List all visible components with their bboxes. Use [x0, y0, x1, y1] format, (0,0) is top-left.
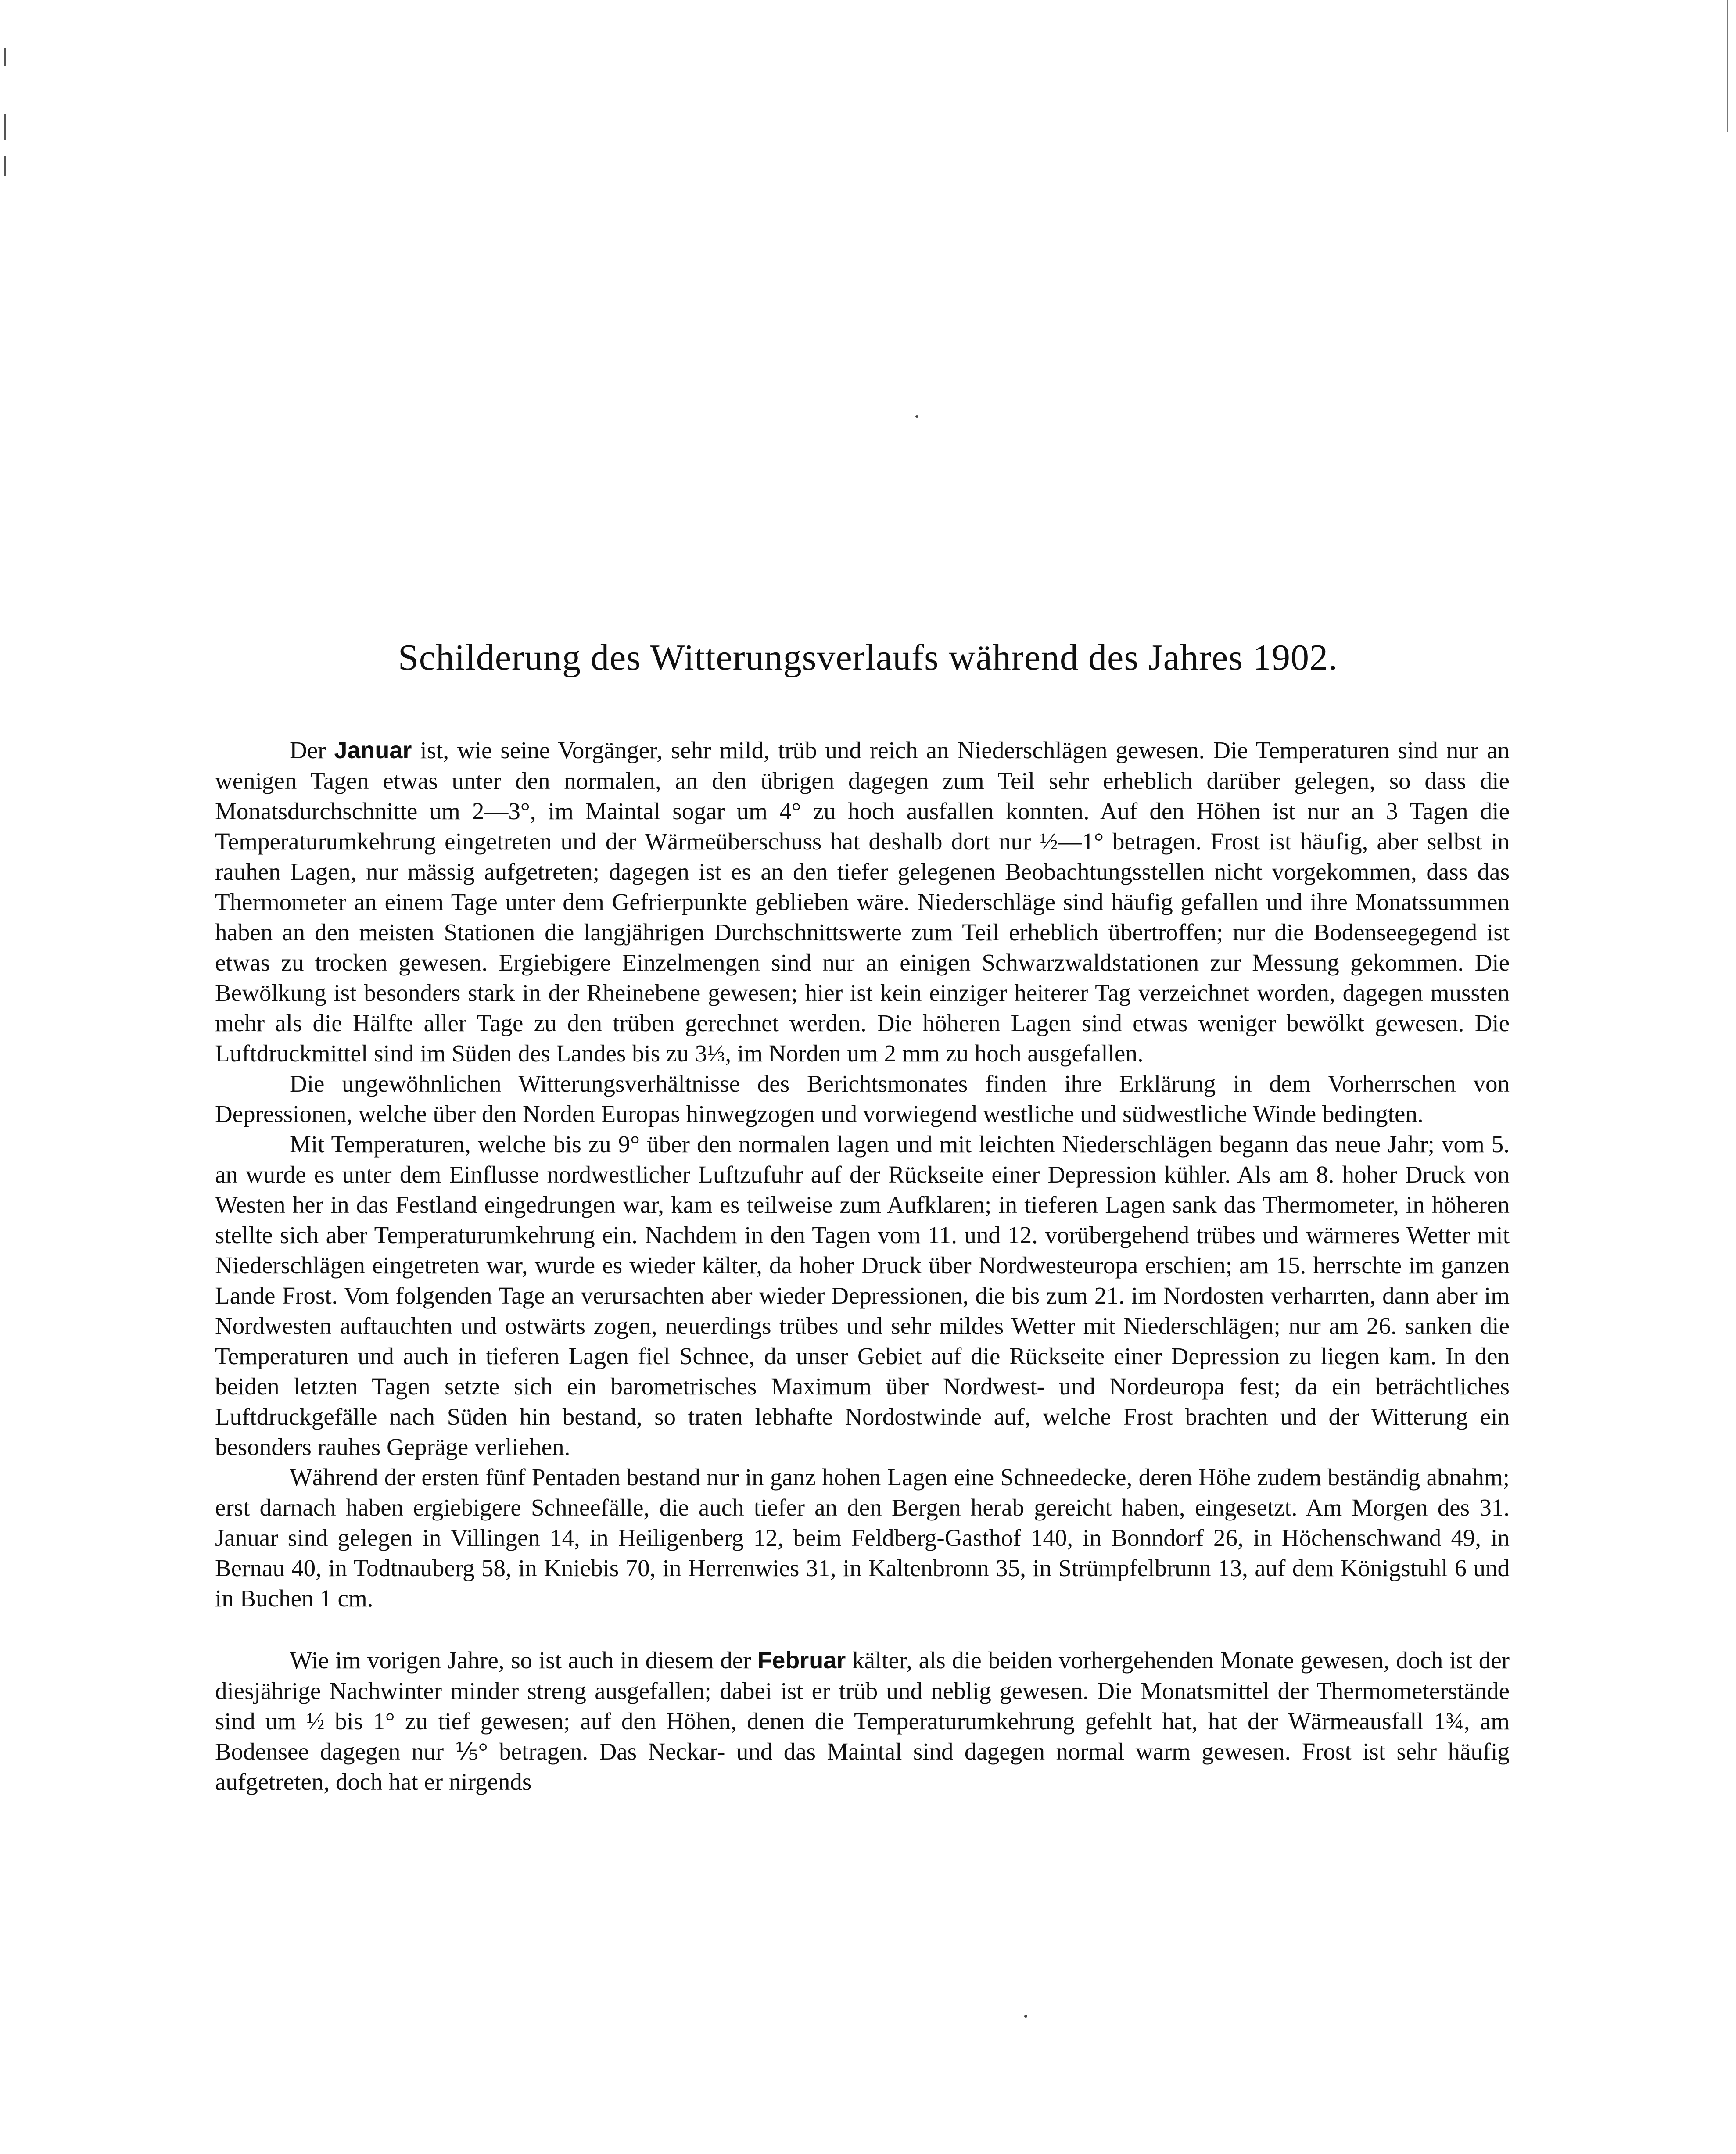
paragraph-text: Während der ersten fünf Pentaden bestand nur in ganz hohen Lagen eine Schneedecke, deren Höhe zudem beständig abnahm; erst darnach haben ergiebigere Schneefälle, die auch tiefer an den Bergen herab gereicht haben, eingesetzt. Am Morgen des 31. Januar sind gelegen in Villingen 14, in Heiligenberg 12, beim Feldberg-Gasthof 140, in Bonndorf 26, in Höchenschwand 49, in Bernau 40, in Todtnauberg 58, in Kniebis 70, in Herrenwies 31, in Kaltenbronn 35, in Strümpfelbrunn 13, auf dem Königstuhl 6 und in Buchen 1 cm. — [215, 1464, 1510, 1612]
paragraph-februar — [215, 1645, 1510, 1797]
paragraph-explanation — [215, 1068, 1510, 1129]
paragraph-text: ist, wie seine Vorgänger, sehr mild, trüb und reich an Niederschlägen gewesen. Die Temperaturen sind nur an wenigen Tagen etwas unter den normalen, an den übrigen dagegen zum Teil sehr erheblich darüber gelegen, so dass die Monatsdurchschnitte um 2—3°, im Maintal sogar um 4° zu hoch ausfallen konnten. Auf den Höhen ist nur an 3 Tagen die Temperaturumkehrung eingetreten und der Wärmeüberschuss hat deshalb dort nur ½—1° betragen. Frost ist häufig, aber selbst in rauhen Lagen, nur mässig aufgetreten; dagegen ist es an den tiefer gelegenen Beobachtungsstellen nicht vorgekommen, dass das Thermometer an einem Tage unter dem Gefrierpunkte geblieben wäre. Niederschläge sind häufig gefallen und ihre Monatssummen haben an den meisten Stationen die langjährigen Durchschnittswerte zum Teil erheblich übertroffen; nur die Bodenseegegend ist etwas zu trocken gewesen. Ergiebigere Einzelmengen sind nur an einigen Schwarzwaldstationen zur Messung gekommen. Die Bewölkung ist besonders stark in der Rheinebene gewesen; hier ist kein einziger heiterer Tag verzeichnet worden, dagegen mussten mehr als die Hälfte aller Tage zu den trüben gerechnet werden. Die höheren Lagen sind etwas weniger bewölkt gewesen. Die Luftdruckmittel sind im Süden des Landes bis zu 3⅓, im Norden um 2 mm zu hoch ausgefallen. — [215, 737, 1510, 1067]
scan-edge-mark — [4, 114, 6, 140]
paragraph-text: kälter, als die beiden vorhergehenden Monate gewesen, doch ist der diesjährige Nachwinter minder streng ausgefallen; dabei ist er trüb und neblig gewesen. Die Monatsmittel der Thermometerstände sind um ½ bis 1° zu tief gewesen; auf den Höhen, denen die Temperaturumkehrung gefehlt hat, hat der Wärmeausfall 1¾, am Bodensee dagegen nur ⅕° betragen. Das Neckar- und das Maintal sind dagegen normal warm gewesen. Frost ist sehr häufig aufgetreten, doch hat er nirgends — [215, 1647, 1510, 1795]
scan-speck — [1024, 2015, 1027, 2018]
paragraph-januar — [215, 735, 1510, 1068]
scan-edge-rule — [1727, 0, 1728, 132]
scan-speck — [915, 415, 918, 418]
month-heading-januar: Januar — [334, 737, 412, 763]
paragraph-text: Mit Temperaturen, welche bis zu 9° über den normalen lagen und mit leichten Niederschlägen begann das neue Jahr; vom 5. an wurde es unter dem Einflusse nordwestlicher Luftzufuhr auf der Rückseite einer Depression kühler. Als am 8. hoher Druck von Westen her in das Festland eingedrungen war, kam es teilweise zum Aufklaren; in tieferen Lagen sank das Thermometer, in höheren stellte sich aber Temperaturumkehrung ein. Nachdem in den Tagen vom 11. und 12. vorübergehend trübes und wärmeres Wetter mit Niederschlägen eingetreten war, wurde es wieder kälter, da hoher Druck über Nordwesteuropa erschien; am 15. herrschte im ganzen Lande Frost. Vom folgenden Tage an verursachten aber wieder Depressionen, die bis zum 21. im Nordosten verharrten, dann aber im Nordwesten auftauchten und ostwärts zogen, neuerdings trübes und sehr mildes Wetter mit Niederschlägen; nur am 26. sanken die Temperaturen und auch in tieferen Lagen fiel Schnee, da unser Gebiet auf die Rückseite einer Depression zu liegen kam. In den beiden letzten Tagen setzte sich ein barometrisches Maximum über Nordwest- und Nordeuropa fest; da ein beträchtliches Luftdruckgefälle nach Süden hin bestand, so traten lebhafte Nordostwinde auf, welche Frost brachten und der Witterung ein besonders rauhes Gepräge verliehen. — [215, 1131, 1510, 1460]
paragraph-course — [215, 1129, 1510, 1462]
scan-edge-mark — [4, 156, 6, 176]
scan-edge-mark — [4, 48, 6, 66]
paragraph-snow — [215, 1462, 1510, 1613]
month-heading-februar: Februar — [757, 1647, 846, 1674]
article-body — [215, 735, 1510, 1797]
page-title: Schilderung des Witterungsverlaufs während des Jahres 1902. — [398, 637, 1338, 678]
paragraph-text: Die ungewöhnlichen Witterungsverhältnisse des Berichtsmonates finden ihre Erklärung in dem Vorherrschen von Depressionen, welche über den Norden Europas hinwegzogen und vorwiegend westliche und südwestliche Winde bedingten. — [215, 1070, 1510, 1127]
paragraph-lead: Der — [290, 737, 334, 763]
paragraph-lead: Wie im vorigen Jahre, so ist auch in diesem der — [290, 1647, 758, 1674]
